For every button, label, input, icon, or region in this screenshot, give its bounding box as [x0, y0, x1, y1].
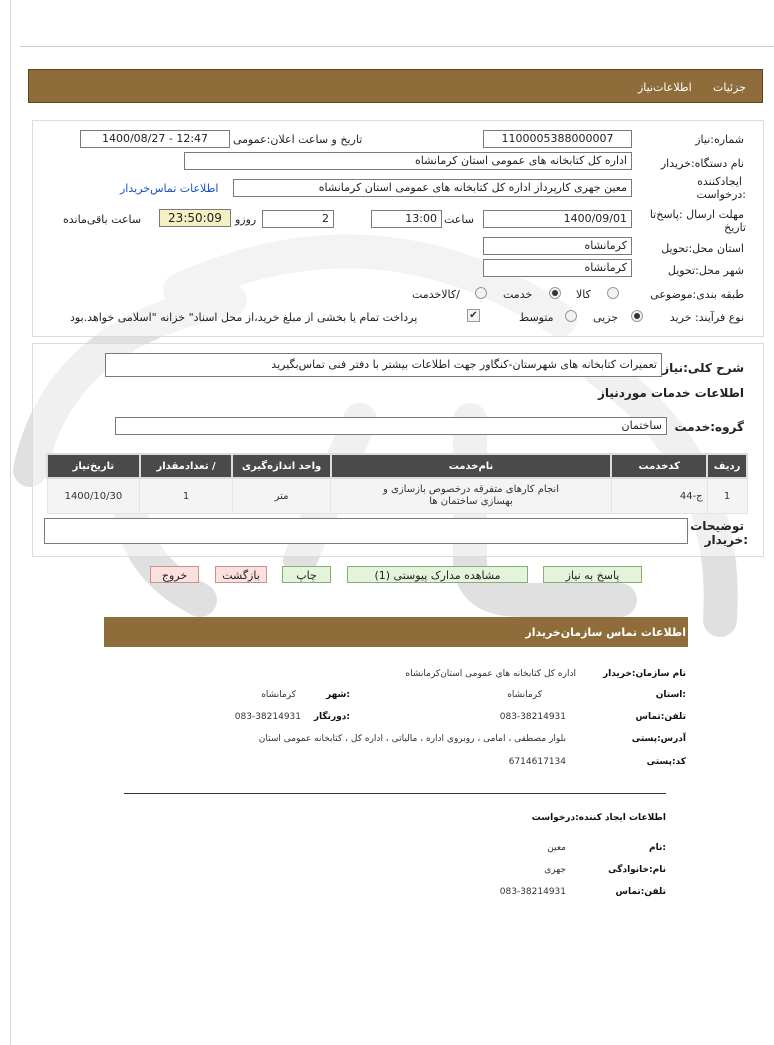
left-border [10, 0, 11, 1045]
service-group-label: گروه:خدمت [674, 420, 744, 434]
buyer-notes-field [44, 518, 688, 544]
days-label: روزو [235, 213, 257, 226]
category-goods-label: کالا [576, 288, 591, 301]
process-partial-label: جزیی [593, 311, 619, 324]
process-type-label: نوع فرآیند: خرید [669, 311, 744, 324]
col-code: کدخدمت [611, 454, 707, 478]
buyer-org-label: نام دستگاه:خریدار [660, 157, 744, 170]
creator-name-label: :نام [649, 843, 666, 853]
col-unit: واحد اندازه‌گیری [232, 454, 330, 478]
creator-label-2: :درخواست [696, 188, 746, 201]
postal-code-value: 6714617134 [508, 757, 566, 767]
process-partial-radio[interactable] [631, 310, 643, 322]
services-table-header [47, 454, 747, 478]
creator-name-value: معین [547, 843, 566, 853]
reply-button[interactable]: پاسخ به نیاز [543, 566, 642, 583]
back-button[interactable]: بازگشت [215, 566, 267, 583]
deadline-label-1: مهلت ارسال :پاسخ‌تا [649, 208, 744, 221]
need-number-field: 1100005388000007 [483, 130, 632, 148]
contact-divider [124, 793, 666, 794]
cell-name: انجام کارهای متفرقه درخصوص بازسازی و بهسازی ساختمان ها [331, 478, 612, 514]
treasury-payment-note: پرداخت تمام یا بخشی از مبلغ خرید،از محل اسناد" خزانه "اسلامی خواهد.بود [70, 311, 418, 324]
services-title: اطلاعات خدمات موردنیاز [597, 386, 744, 400]
announce-field: 1400/08/27 - 12:47 [80, 130, 230, 148]
creator-family-label: نام:خانوادگی [608, 865, 666, 875]
treasury-payment-checkbox[interactable]: ✔ [467, 309, 480, 322]
creator-family-value: جهری [544, 865, 566, 875]
category-service-radio[interactable] [549, 287, 561, 299]
cell-qty: 1 [140, 478, 233, 514]
postal-code-label: کد:پستی [646, 757, 686, 767]
deadline-date-field: 1400/09/01 [483, 210, 632, 228]
buyer-contact-link[interactable]: اطلاعات تماس‌خریدار [120, 182, 219, 195]
buyer-org-field: اداره کل کتابخانه های عمومی استان کرمانشاه [184, 152, 632, 170]
address-value: بلوار مصطفی ، امامی ، روبروی اداره ، مالیاتی ، اداره کل ، کتابخانه عمومی استان [258, 734, 566, 744]
delivery-province-field: کرمانشاه [483, 237, 632, 255]
org-name-label: نام سازمان:خریدار [602, 669, 686, 679]
exit-button[interactable]: خروج [150, 566, 199, 583]
province-label: :استان [655, 690, 686, 700]
category-service-label: خدمت [503, 288, 533, 301]
days-field: 2 [262, 210, 334, 228]
cell-code: ج-44 [611, 478, 707, 514]
fax-label: :دورنگار [313, 712, 350, 722]
cell-row: 1 [707, 478, 747, 514]
org-name-value: اداره کل کتابخانه های عمومی استان‌کرمانشاه [405, 669, 576, 679]
tab-need-info[interactable]: اطلاعات‌نیاز [638, 81, 692, 94]
creator-phone-value: 083-38214931 [499, 887, 566, 897]
deadline-label-2: تاریخ [724, 221, 746, 234]
remaining-time-field: 23:50:09 [159, 209, 231, 227]
city-label: :شهر [326, 690, 350, 700]
process-medium-label: متوسط [519, 311, 554, 324]
category-goods-service-radio[interactable] [475, 287, 487, 299]
need-number-label: شماره:نیاز [695, 133, 744, 146]
contact-title: اطلاعات تماس سازمان‌خریدار [525, 626, 686, 639]
buyer-notes-label-2: :خریدار [704, 533, 748, 547]
process-medium-radio[interactable] [565, 310, 577, 322]
province-value: کرمانشاه [507, 690, 542, 700]
col-qty: / تعدادمقدار [140, 454, 233, 478]
deadline-time-field: 13:00 [371, 210, 442, 228]
buyer-notes-label-1: توضیحات [690, 519, 744, 533]
category-goods-service-label: /کالاخدمت [412, 288, 460, 301]
cell-unit: متر [232, 478, 330, 514]
col-date: تاریخ‌نیاز [47, 454, 140, 478]
category-label: طبقه بندی:موضوعی [650, 288, 744, 301]
category-goods-radio[interactable] [607, 287, 619, 299]
remaining-label: ساعت باقی‌مانده [63, 213, 142, 226]
time-label: ساعت [444, 213, 474, 226]
view-attachments-button[interactable]: مشاهده مدارک پیوستی (1) [347, 566, 528, 583]
summary-field: تعمیرات کتابخانه های شهرستان-کنگاور جهت اطلاعات بیشتر با دفتر فنی تماس‌بگیرید [105, 353, 662, 377]
table-row [47, 478, 747, 514]
services-table [46, 453, 748, 514]
address-label: آدرس:پستی [631, 734, 686, 744]
delivery-city-label: شهر محل:تحویل [667, 264, 744, 277]
delivery-province-label: استان محل:تحویل [661, 242, 744, 255]
creator-label-1: ایجادکننده [697, 175, 742, 188]
fax-value: 083-38214931 [234, 712, 301, 722]
summary-label: شرح کلی:نیاز [662, 361, 744, 375]
creator-info-title: اطلاعات ایجاد کننده:درخواست [531, 813, 666, 823]
creator-phone-label: تلفن:تماس [615, 887, 666, 897]
cell-date: 1400/10/30 [47, 478, 140, 514]
col-row: ردیف [707, 454, 747, 478]
service-group-field: ساختمان [115, 417, 667, 435]
print-button[interactable]: چاپ [282, 566, 331, 583]
announce-label: تاریخ و ساعت اعلان:عمومی [233, 133, 363, 146]
creator-field: معین جهری کارپرداز اداره کل کتابخانه های عمومی استان کرمانشاه [233, 179, 632, 197]
tab-details[interactable]: جزئیات [713, 81, 746, 94]
phone-value: 083-38214931 [499, 712, 566, 722]
delivery-city-field: کرمانشاه [483, 259, 632, 277]
phone-label: تلفن:تماس [635, 712, 686, 722]
city-value: کرمانشاه [261, 690, 296, 700]
col-name: نام‌خدمت [331, 454, 612, 478]
top-divider [20, 46, 774, 47]
